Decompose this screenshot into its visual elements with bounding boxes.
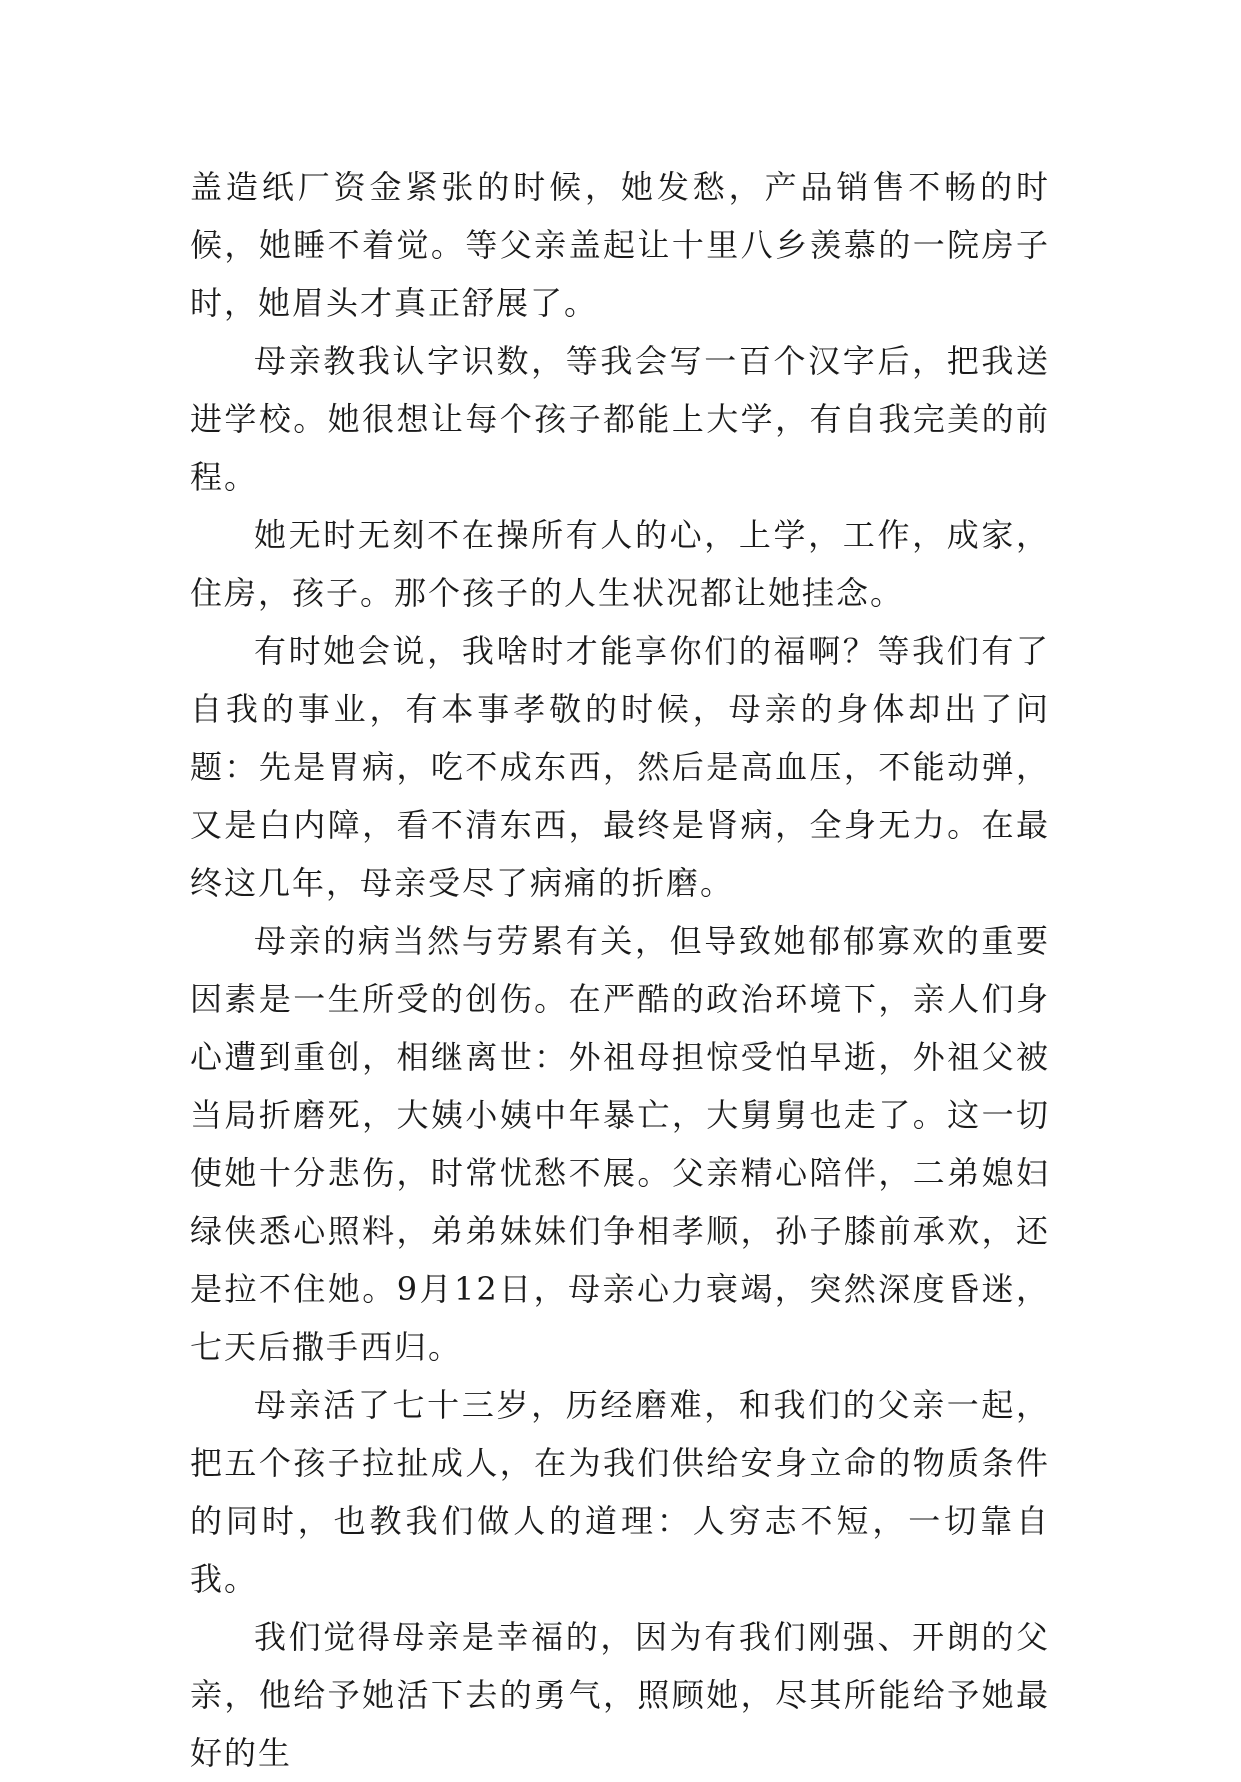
paragraph-5: 母亲的病当然与劳累有关，但导致她郁郁寡欢的重要因素是一生所受的创伤。在严酷的政治环境下，亲人们身心遭到重创，相继离世：外祖母担惊受怕早逝，外祖父被当局折磨死，大姨小姨中年暴亡，大舅舅也走了。这一切使她十分悲伤，时常忧愁不展。父亲精心陪伴，二弟媳妇绿侠悉心照料，弟弟妹妹们争相孝顺，孙子膝前承欢，还是拉不住她。9月12日，母亲心力衰竭，突然深度昏迷，七天后撒手西归。	[190, 922, 1050, 1366]
paragraph-6: 母亲活了七十三岁，历经磨难，和我们的父亲一起，把五个孩子拉扯成人，在为我们供给安身立命的物质条件的同时，也教我们做人的道理：人穷志不短，一切靠自我。	[190, 1386, 1050, 1598]
paragraph-4: 有时她会说，我啥时才能享你们的福啊？等我们有了自我的事业，有本事孝敬的时候，母亲的身体却出了问题：先是胃病，吃不成东西，然后是高血压，不能动弹，又是白内障，看不清东西，最终是肾病，全身无力。在最终这几年，母亲受尽了病痛的折磨。	[190, 632, 1050, 902]
paragraph-7: 我们觉得母亲是幸福的，因为有我们刚强、开朗的父亲，他给予她活下去的勇气，照顾她，尽其所能给予她最好的生	[190, 1618, 1050, 1772]
document-page	[190, 158, 1050, 1782]
paragraph-1: 盖造纸厂资金紧张的时候，她发愁，产品销售不畅的时候，她睡不着觉。等父亲盖起让十里八乡羡慕的一院房子时，她眉头才真正舒展了。	[190, 168, 1050, 322]
paragraph-3: 她无时无刻不在操所有人的心，上学，工作，成家，住房，孩子。那个孩子的人生状况都让她挂念。	[190, 516, 1050, 612]
paragraph-2: 母亲教我认字识数，等我会写一百个汉字后，把我送进学校。她很想让每个孩子都能上大学，有自我完美的前程。	[190, 342, 1050, 496]
